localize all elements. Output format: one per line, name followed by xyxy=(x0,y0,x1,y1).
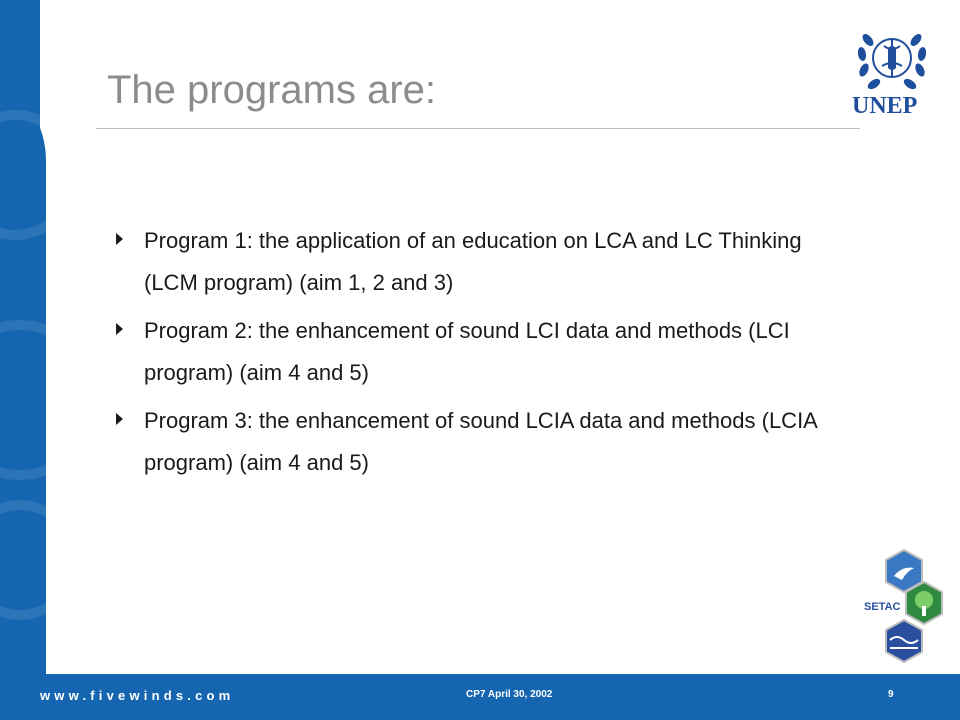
triangle-bullet-icon xyxy=(116,233,123,245)
bullet-text: Program 3: the enhancement of sound LCIA data and methods (LCIA program) (aim 4 and 5) xyxy=(144,408,817,475)
setac-logo-text: SETAC xyxy=(864,601,901,613)
bullet-item xyxy=(112,310,852,394)
bullet-item xyxy=(112,220,852,304)
setac-logo xyxy=(862,548,948,666)
triangle-bullet-icon xyxy=(116,323,123,335)
bullet-text: Program 2: the enhancement of sound LCI data and methods (LCI program) (aim 4 and 5) xyxy=(144,318,790,385)
slide-title: The programs are: xyxy=(107,68,437,112)
bullet-item xyxy=(112,400,852,484)
page-number: 9 xyxy=(888,689,894,700)
footer-date: CP7 April 30, 2002 xyxy=(466,689,553,700)
fivewinds-wave-logo xyxy=(46,612,108,674)
bullet-text: Program 1: the application of an education on LCA and LC Thinking (LCM program) (aim 1, 2 and 3) xyxy=(144,228,802,295)
unep-logo-text: UNEP xyxy=(852,93,918,119)
bullet-list xyxy=(112,220,852,490)
left-decorative-curve xyxy=(0,70,46,710)
footer-website[interactable]: www.fivewinds.com xyxy=(40,688,235,703)
title-divider xyxy=(96,128,860,129)
triangle-bullet-icon xyxy=(116,413,123,425)
